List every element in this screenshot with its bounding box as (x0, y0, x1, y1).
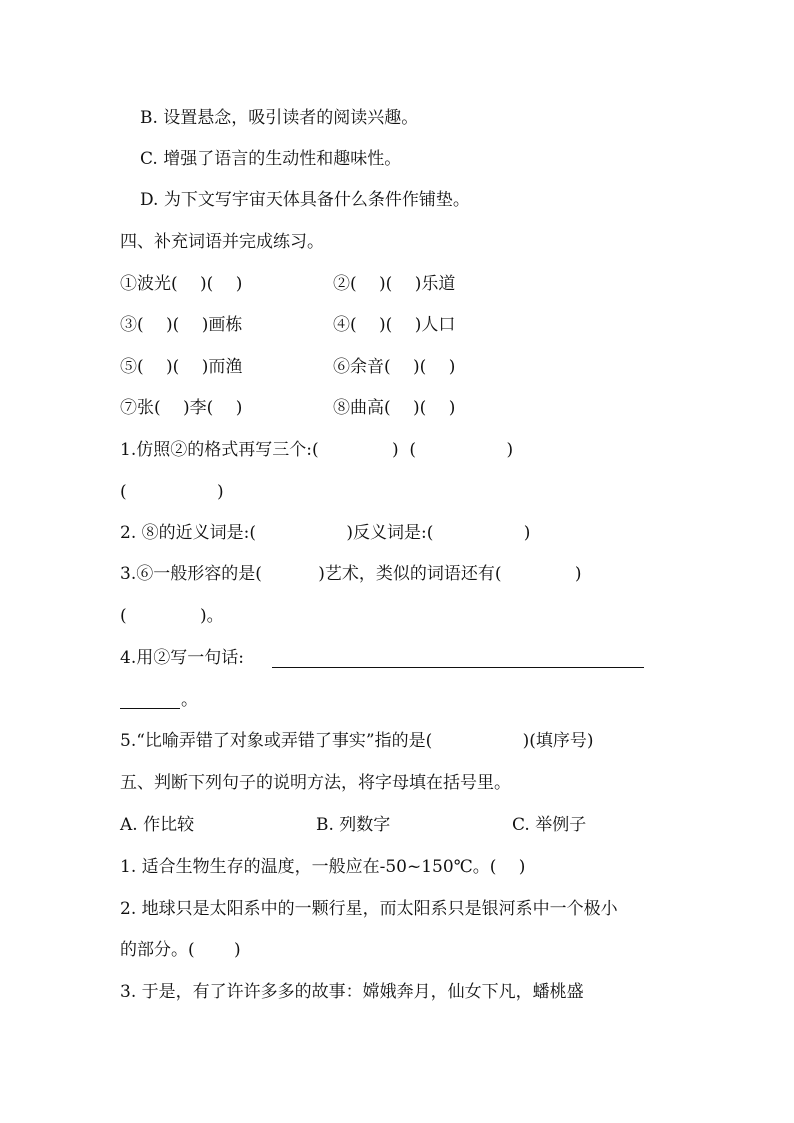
q5-3-line1: 3. 于是，有了许许多多的故事：嫦娥奔月，仙女下凡，蟠桃盛 (120, 982, 584, 1002)
option-b: B. 设置悬念，吸引读者的阅读兴趣。 (140, 108, 419, 128)
q4-1-line2: ( ) (120, 482, 224, 502)
q4-4-end: 。 (181, 690, 198, 710)
idiom-2: ②( )( )乐道 (333, 274, 456, 294)
q4-4-label: 4.用②写一句话: (120, 648, 244, 668)
answer-line[interactable] (272, 667, 644, 668)
section-5-title: 五、判断下列句子的说明方法，将字母填在括号里。 (120, 773, 511, 793)
idiom-3: ③( )( )画栋 (120, 315, 243, 335)
q4-2: 2. ⑧的近义词是:( )反义词是:( ) (120, 523, 531, 543)
answer-line-continued[interactable] (120, 708, 180, 709)
q5-2-line1: 2. 地球只是太阳系中的一颗行星，而太阳系只是银河系中一个极小 (120, 899, 618, 919)
option-c-examples: C. 举例子 (512, 815, 587, 835)
idiom-5: ⑤( )( )而渔 (120, 357, 243, 377)
q5-1: 1. 适合生物生存的温度，一般应在-50~150℃。( ) (120, 857, 526, 877)
q4-3-line2: ( )。 (120, 606, 224, 626)
option-c: C. 增强了语言的生动性和趣味性。 (140, 149, 402, 169)
option-d: D. 为下文写宇宙天体具备什么条件作铺垫。 (140, 190, 470, 210)
option-b-numbers: B. 列数字 (316, 815, 391, 835)
idiom-6: ⑥余音( )( ) (333, 357, 456, 377)
option-a-compare: A. 作比较 (120, 815, 195, 835)
idiom-7: ⑦张( )李( ) (120, 398, 243, 418)
q4-1-line1: 1.仿照②的格式再写三个:( ) ( ) (120, 440, 514, 460)
q4-5: 5.“比喻弄错了对象或弄错了事实”指的是( )(填序号) (120, 731, 594, 751)
idiom-1: ①波光( )( ) (120, 274, 243, 294)
idiom-4: ④( )( )人口 (333, 315, 456, 335)
section-4-title: 四、补充词语并完成练习。 (120, 232, 324, 252)
idiom-8: ⑧曲高( )( ) (333, 398, 456, 418)
q5-2-line2: 的部分。( ) (120, 940, 241, 960)
q4-3-line1: 3.⑥一般形容的是( )艺术，类似的词语还有( ) (120, 564, 582, 584)
